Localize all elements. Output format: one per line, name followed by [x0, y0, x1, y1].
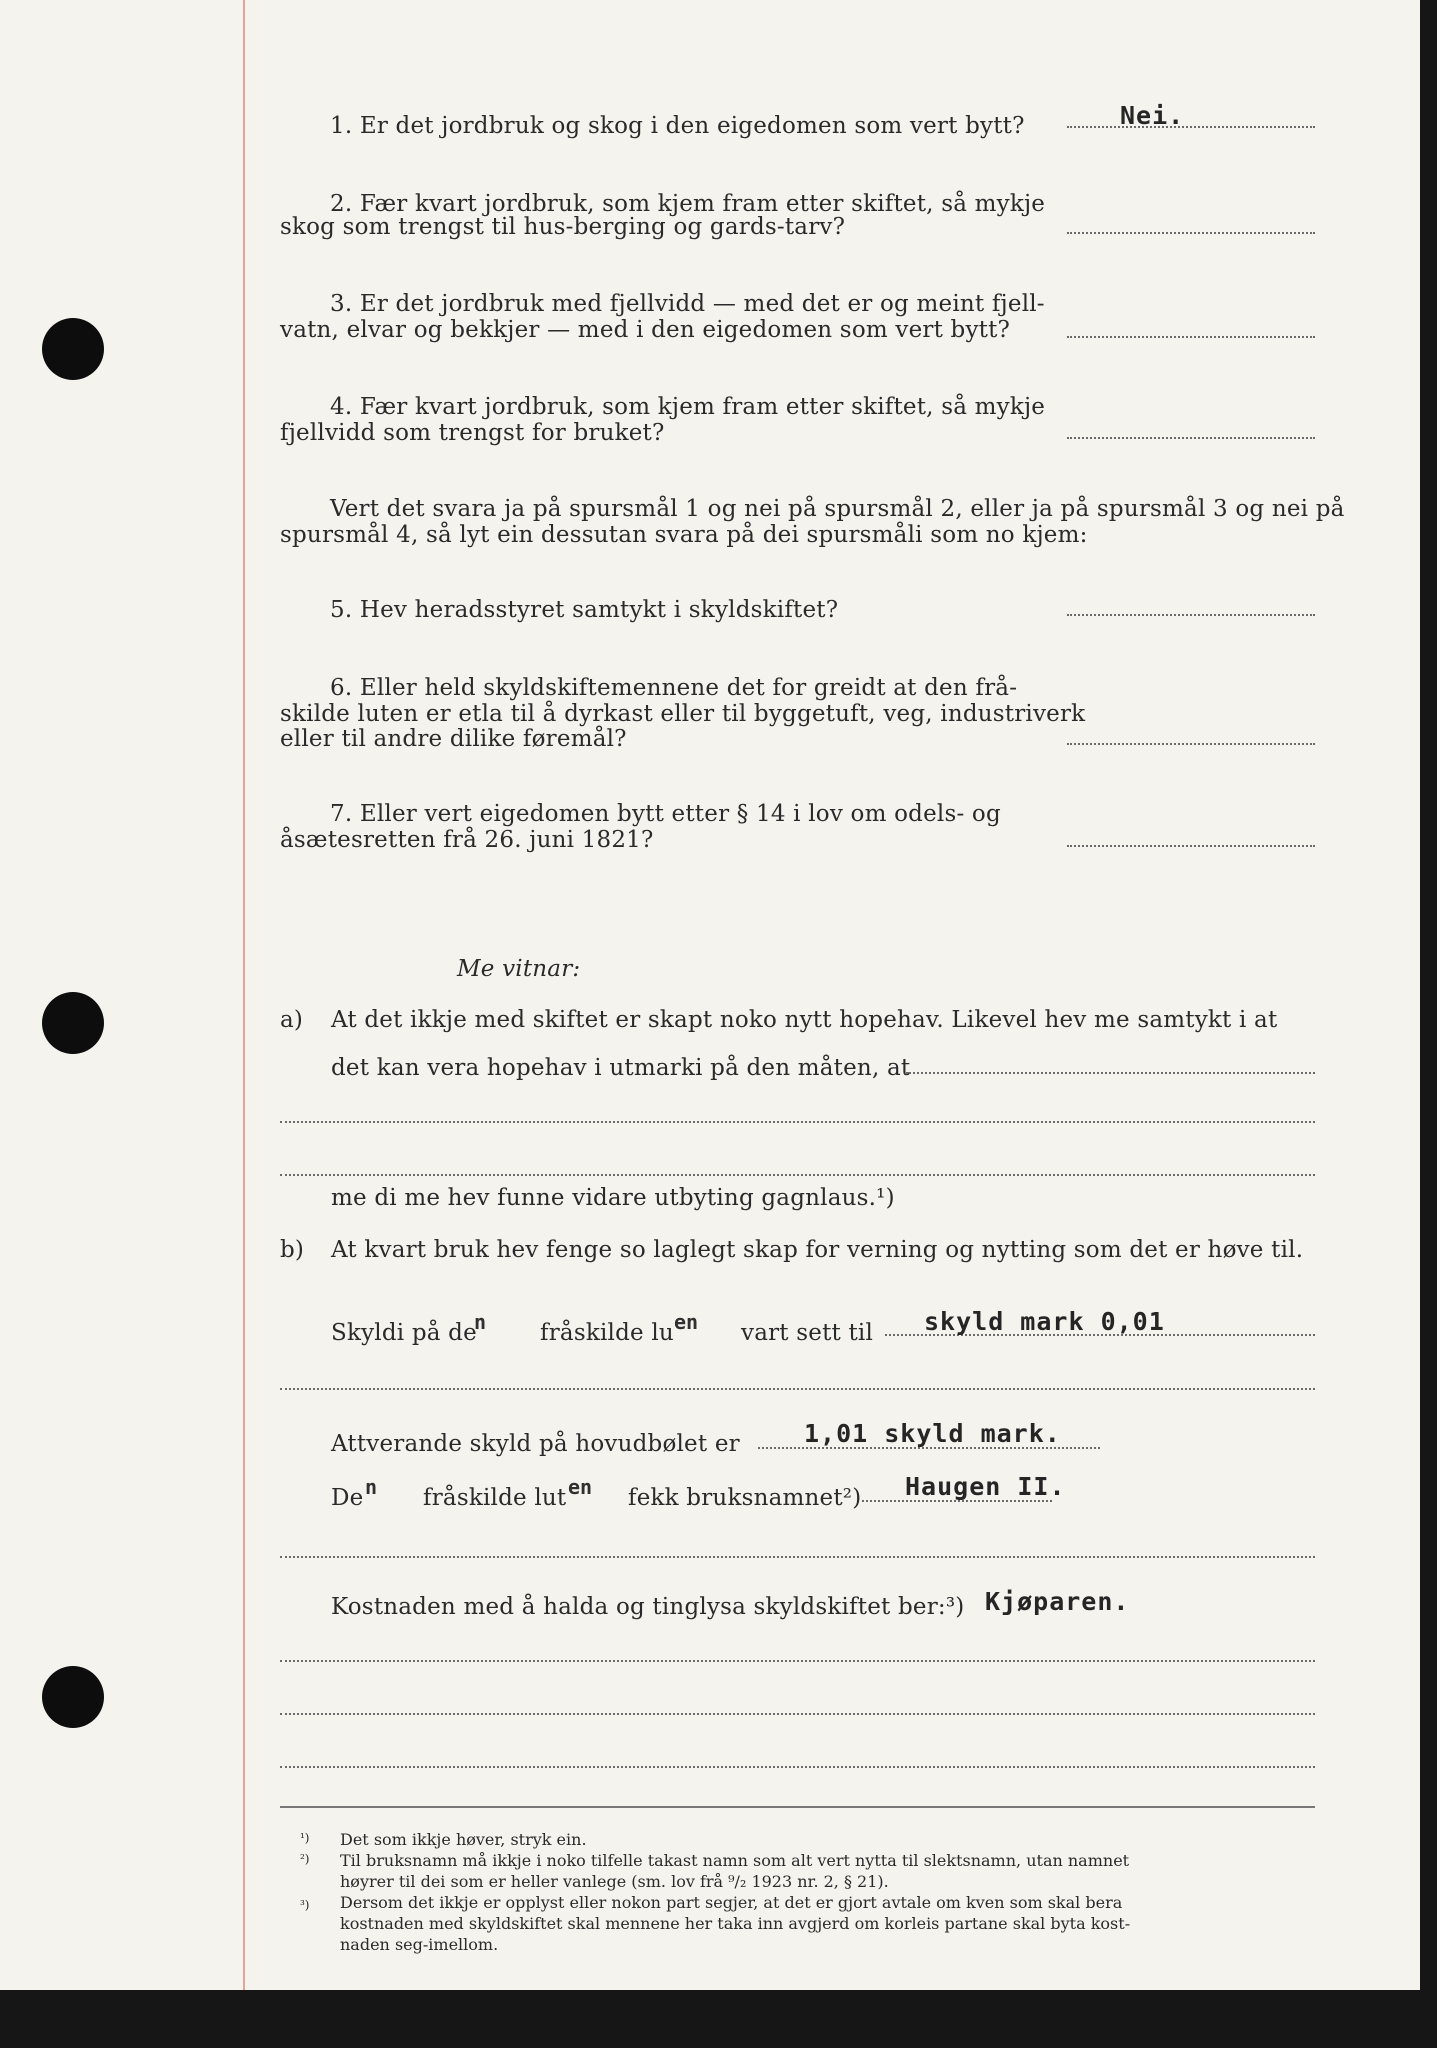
- question-5: 5. Hev heradsstyret samtykt i skyldskiftet?: [330, 597, 839, 623]
- fill-line: [280, 1766, 1315, 1768]
- attverande-label: Attverande skyld på hovudbølet er: [331, 1431, 740, 1457]
- name-label-c: fekk bruksnamnet²): [628, 1485, 862, 1511]
- answer-1: Nei.: [1120, 101, 1185, 130]
- punch-hole: [42, 992, 104, 1054]
- question-6-line-2: skilde luten er etla til å dyrkast eller til byggetuft, veg, industriverk: [280, 701, 1086, 727]
- intro-line-2: spursmål 4, så lyt ein dessutan svara på dei spursmåli som no kjem:: [280, 522, 1088, 548]
- question-2-line-2: skog som trengst til hus-berging og gards-tarv?: [280, 214, 846, 240]
- answer-line-2: [1067, 232, 1315, 234]
- fill-line: [280, 1121, 1315, 1123]
- question-3-line-1: 3. Er det jordbruk med fjellvidd — med det er og meint fjell-: [330, 291, 1045, 317]
- witness-a-line-3: me di me hev funne vidare utbyting gagnlaus.¹): [331, 1185, 895, 1211]
- witness-heading: Me vitnar:: [457, 956, 581, 982]
- fill-line: [906, 1072, 1315, 1074]
- question-4-line-1: 4. Fær kvart jordbruk, som kjem fram etter skiftet, så mykje: [330, 394, 1046, 420]
- skyld-label-c: vart sett til: [741, 1320, 874, 1346]
- red-margin-line: [243, 0, 245, 1990]
- handwritten-suffix: n: [365, 1475, 378, 1499]
- fill-line: [280, 1556, 1315, 1558]
- skyld-value: skyld mark 0,01: [924, 1307, 1165, 1336]
- answer-line-1: [1067, 126, 1315, 128]
- footnote-2-line-1: Til bruksnamn må ikkje i noko tilfelle takast namn som alt vert nytta til slektsnamn, utan namnet: [340, 1851, 1130, 1870]
- cost-value: Kjøparen.: [985, 1587, 1130, 1616]
- question-6-line-1: 6. Eller held skyldskiftemennene det for greidt at den frå-: [330, 675, 1018, 701]
- intro-line-1: Vert det svara ja på spursmål 1 og nei på spursmål 2, eller ja på spursmål 3 og nei på: [330, 496, 1345, 522]
- answer-line-5: [1067, 614, 1315, 616]
- witness-a-line-2: det kan vera hopehav i utmarki på den måten, at: [331, 1055, 911, 1081]
- skyld-label-a: Skyldi på de: [331, 1320, 477, 1346]
- fill-line: [280, 1713, 1315, 1715]
- punch-hole: [42, 1666, 104, 1728]
- answer-line-6: [1067, 743, 1315, 745]
- scan-border-right: [1420, 0, 1437, 2048]
- question-7-line-1: 7. Eller vert eigedomen bytt etter § 14 i lov om odels- og: [330, 801, 1001, 827]
- handwritten-suffix: en: [674, 1310, 699, 1334]
- question-4-line-2: fjellvidd som trengst for bruket?: [280, 420, 665, 446]
- answer-line-7: [1067, 845, 1315, 847]
- footnote-rule: [280, 1806, 1315, 1808]
- fill-line: [280, 1660, 1315, 1662]
- footnote-2-line-2: høyrer til dei som er heller vanlege (sm. lov frå ⁹/₂ 1923 nr. 2, § 21).: [340, 1872, 889, 1891]
- name-label-a: De: [331, 1485, 364, 1511]
- footnote-1-mark: ¹): [300, 1831, 310, 1845]
- cost-label: Kostnaden med å halda og tinglysa skyldskiftet ber:³): [331, 1594, 965, 1620]
- footnote-2-mark: ²): [300, 1852, 310, 1866]
- footnote-3-mark: ³): [300, 1898, 310, 1912]
- footnote-3-line-1: Dersom det ikkje er opplyst eller nokon part segjer, at det er gjort avtale om kven som skal bera: [340, 1893, 1123, 1912]
- witness-a-label: a): [280, 1007, 304, 1033]
- handwritten-suffix: n: [474, 1310, 487, 1334]
- footnote-3-line-3: naden seg-imellom.: [340, 1935, 499, 1954]
- name-label-b: fråskilde lut: [423, 1485, 567, 1511]
- fill-line: [280, 1388, 1315, 1390]
- question-1: 1. Er det jordbruk og skog i den eigedomen som vert bytt?: [330, 113, 1025, 139]
- skyld-label-b: fråskilde lu: [540, 1320, 674, 1346]
- question-7-line-2: åsætesretten frå 26. juni 1821?: [280, 827, 654, 853]
- question-6-line-3: eller til andre dilike føremål?: [280, 726, 627, 752]
- footnote-3-line-2: kostnaden med skyldskiftet skal mennene her taka inn avgjerd om korleis partane skal byta kost-: [340, 1914, 1131, 1933]
- answer-line-3: [1067, 336, 1315, 338]
- fill-line: [280, 1174, 1315, 1176]
- witness-b-line-1: At kvart bruk hev fenge so laglegt skap for verning og nytting som det er høve til.: [331, 1237, 1304, 1263]
- bruksnamn-value: Haugen II.: [905, 1472, 1066, 1501]
- witness-b-label: b): [280, 1237, 305, 1263]
- punch-hole: [42, 318, 104, 380]
- attverande-value: 1,01 skyld mark.: [804, 1419, 1061, 1448]
- question-3-line-2: vatn, elvar og bekkjer — med i den eigedomen som vert bytt?: [280, 317, 1011, 343]
- question-2-line-1: 2. Fær kvart jordbruk, som kjem fram etter skiftet, så mykje: [330, 191, 1046, 217]
- scan-border-bottom: [0, 1990, 1437, 2048]
- handwritten-suffix: en: [568, 1475, 593, 1499]
- footnote-1: Det som ikkje høver, stryk ein.: [340, 1830, 587, 1849]
- answer-line-4: [1067, 437, 1315, 439]
- witness-a-line-1: At det ikkje med skiftet er skapt noko nytt hopehav. Likevel hev me samtykt i at: [331, 1007, 1278, 1033]
